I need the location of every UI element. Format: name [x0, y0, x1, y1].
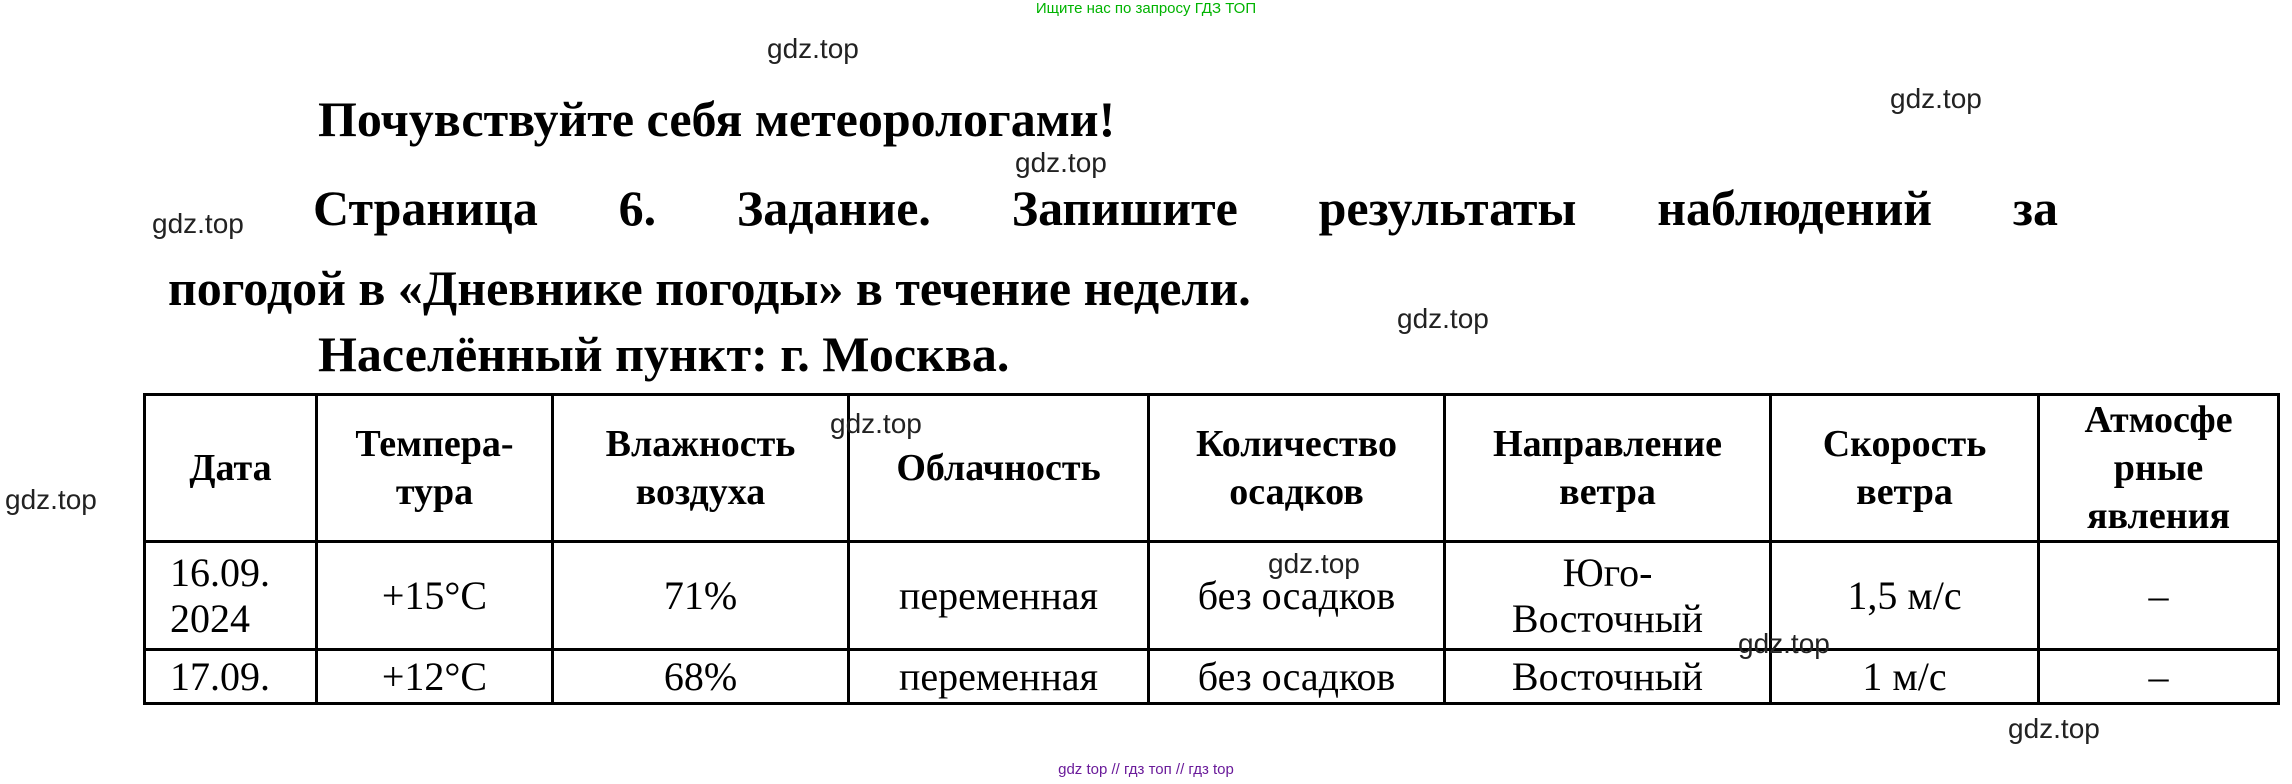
cell-humidity: 71% [553, 542, 849, 650]
cell-humidity: 68% [553, 650, 849, 704]
watermark: gdz.top [1890, 83, 1982, 114]
cell-cloudiness: переменная [849, 542, 1149, 650]
watermark: gdz.top [1397, 303, 1489, 334]
cell-precipitation: без осадков [1149, 650, 1445, 704]
watermark: gdz.top [5, 484, 97, 515]
cell-phenomena: – [2039, 650, 2279, 704]
weather-diary-table [143, 393, 2280, 705]
header-humidity: Влажность воздуха [553, 395, 849, 542]
task-line-2: погодой в «Дневнике погоды» в течение недели. [168, 260, 1251, 316]
table-row [145, 542, 2279, 650]
header-precipitation: Количество осадков [1149, 395, 1445, 542]
cell-wind-speed: 1 м/с [1771, 650, 2039, 704]
table-row [145, 650, 2279, 704]
watermark: gdz.top [830, 408, 922, 439]
cell-precipitation: без осадков [1149, 542, 1445, 650]
cell-phenomena: – [2039, 542, 2279, 650]
top-banner[interactable]: Ищите нас по запросу ГДЗ ТОП [1035, 0, 1257, 17]
header-temperature: Темпера- тура [317, 395, 553, 542]
task-line-1: Страница 6. Задание. Запишите результаты наблюдений за [313, 180, 2058, 236]
table-header-row [145, 395, 2279, 542]
watermark: gdz.top [1738, 628, 1830, 659]
watermark: gdz.top [1015, 147, 1107, 178]
cell-cloudiness: переменная [849, 650, 1149, 704]
bottom-banner[interactable]: gdz top // гдз топ // гдз top [1058, 761, 1234, 778]
locality-heading: Населённый пункт: г. Москва. [318, 326, 1010, 382]
cell-wind-direction: Восточный [1445, 650, 1771, 704]
header-wind-speed: Скорость ветра [1771, 395, 2039, 542]
header-wind-direction: Направление ветра [1445, 395, 1771, 542]
cell-temperature: +12°C [317, 650, 553, 704]
cell-date: 17.09. [145, 650, 317, 704]
header-phenomena: Атмосфе рные явления [2039, 395, 2279, 542]
cell-date: 16.09. 2024 [145, 542, 317, 650]
cell-wind-direction: Юго- Восточный [1445, 542, 1771, 650]
cell-wind-speed: 1,5 м/с [1771, 542, 2039, 650]
watermark: gdz.top [152, 208, 244, 239]
watermark: gdz.top [2008, 713, 2100, 744]
header-cloudiness: Облачность [849, 395, 1149, 542]
watermark: gdz.top [1268, 548, 1360, 579]
cell-temperature: +15°C [317, 542, 553, 650]
page-title: Почувствуйте себя метеорологами! [318, 91, 1116, 147]
header-date: Дата [145, 395, 317, 542]
watermark: gdz.top [767, 33, 859, 64]
